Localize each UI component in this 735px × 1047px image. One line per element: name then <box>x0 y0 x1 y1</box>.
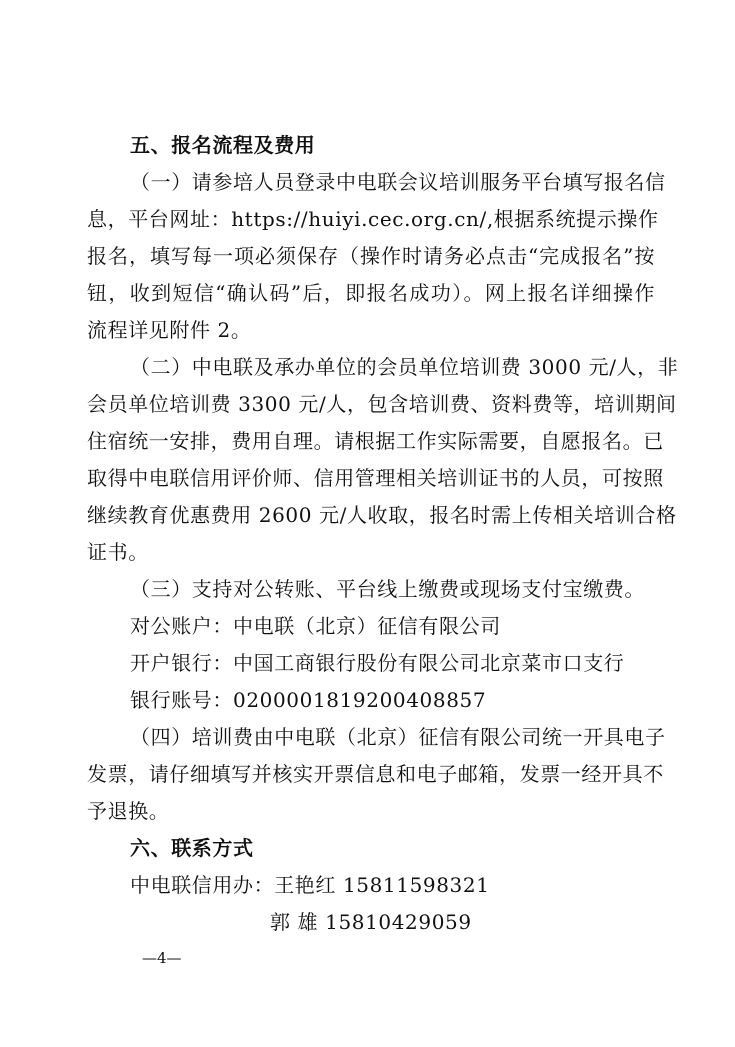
contact-primary: 中电联信用办：王艳红 15811598321 <box>130 873 490 897</box>
paragraph-3: （三）支持对公转账、平台线上缴费或现场支付宝缴费。 <box>130 577 645 601</box>
paragraph-2-line-2: 会员单位培训费 3300 元/人，包含培训费、资料费等，培训期间 <box>87 392 677 416</box>
paragraph-1-line-3: 报名，填写每一项必须保存（操作时请务必点击“完成报名”按 <box>87 244 655 268</box>
contact-secondary: 郭 雄 15810429059 <box>270 910 472 934</box>
bank-account-number: 银行账号：0200001819200408857 <box>130 688 487 712</box>
bank-name: 开户银行：中国工商银行股份有限公司北京菜市口支行 <box>130 651 625 675</box>
paragraph-2-line-3: 住宿统一安排，费用自理。请根据工作实际需要，自愿报名。已 <box>87 429 664 453</box>
section-6-heading: 六、联系方式 <box>130 836 254 860</box>
paragraph-4-line-1: （四）培训费由中电联（北京）征信有限公司统一开具电子 <box>130 725 666 749</box>
paragraph-1-line-1: （一）请参培人员登录中电联会议培训服务平台填写报名信 <box>130 170 666 194</box>
account-name: 对公账户：中电联（北京）征信有限公司 <box>130 614 501 638</box>
paragraph-1-line-4: 钮，收到短信“确认码”后，即报名成功）。网上报名详细操作 <box>87 281 655 305</box>
paragraph-1-line-2: 息，平台网址：https://huiyi.cec.org.cn/,根据系统提示操作 <box>87 207 659 231</box>
paragraph-4-line-2: 发票，请仔细填写并核实开票信息和电子邮箱，发票一经开具不 <box>87 762 664 786</box>
paragraph-2-line-5: 继续教育优惠费用 2600 元/人收取，报名时需上传相关培训合格 <box>87 503 677 527</box>
page-number: —4— <box>142 949 182 967</box>
paragraph-2-line-6: 证书。 <box>87 540 149 564</box>
paragraph-2-line-1: （二）中电联及承办单位的会员单位培训费 3000 元/人，非 <box>130 355 679 379</box>
section-5-heading: 五、报名流程及费用 <box>130 133 316 157</box>
paragraph-1-line-5: 流程详见附件 2。 <box>87 318 252 342</box>
paragraph-4-line-3: 予退换。 <box>87 799 170 823</box>
paragraph-2-line-4: 取得中电联信用评价师、信用管理相关培训证书的人员，可按照 <box>87 466 664 490</box>
